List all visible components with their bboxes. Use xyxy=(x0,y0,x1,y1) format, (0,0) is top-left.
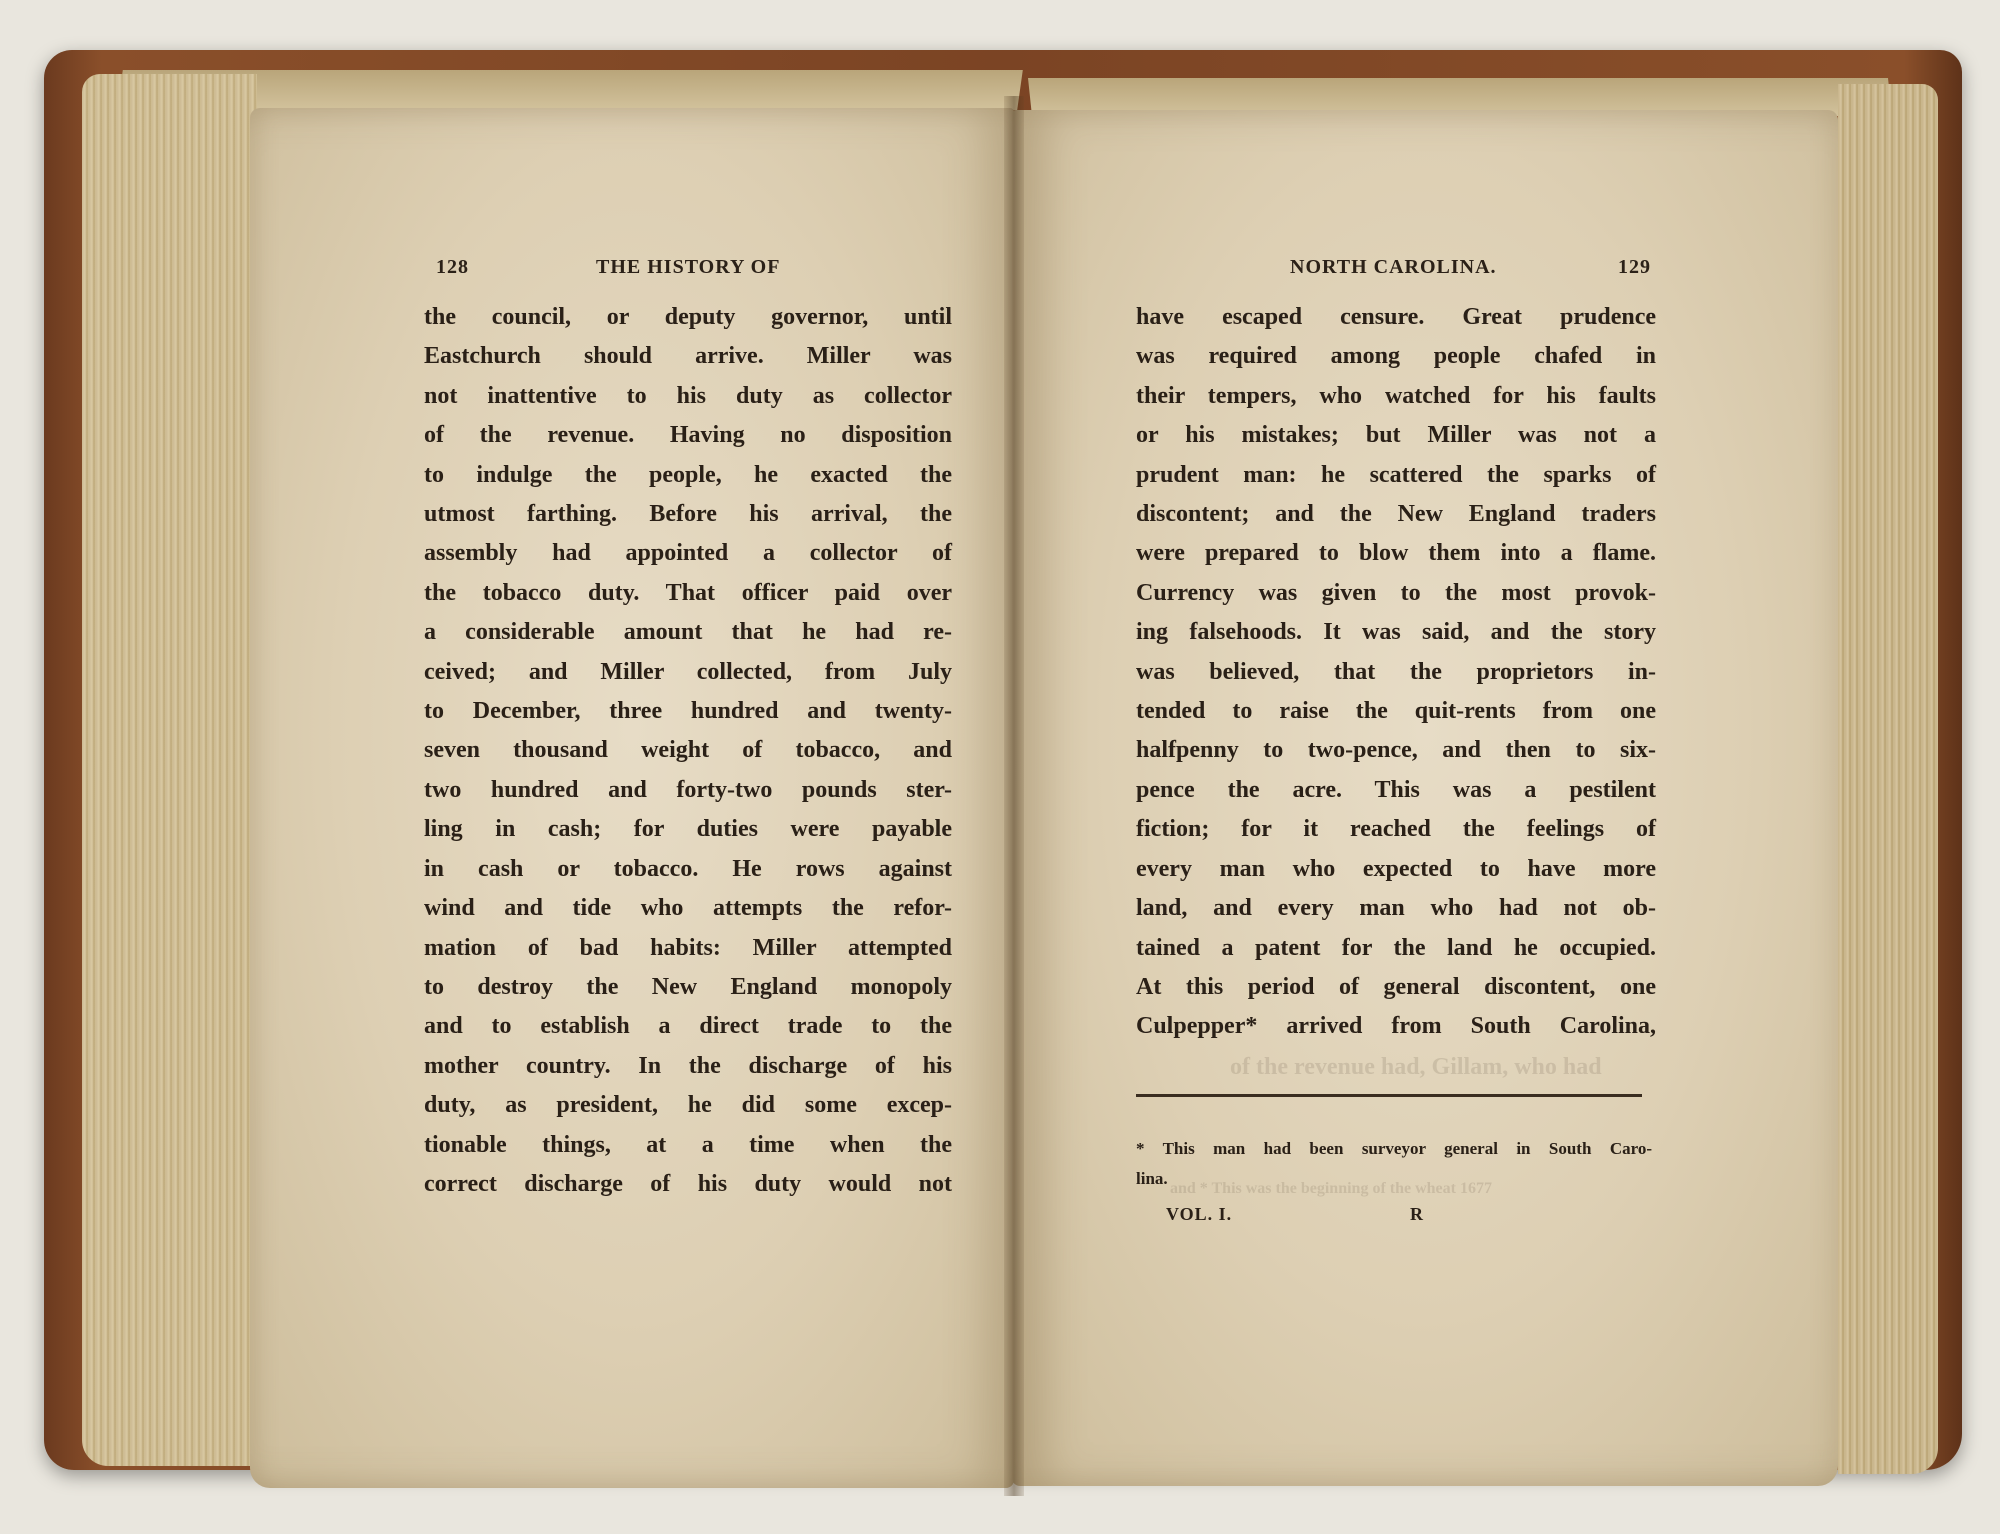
text-line: was required among people chafed in xyxy=(1136,343,1656,370)
footnote-rule xyxy=(1136,1094,1642,1097)
text-line: halfpenny to two-pence, and then to six- xyxy=(1136,737,1656,764)
text-line: ling in cash; for duties were payable xyxy=(424,816,952,843)
text-line: every man who expected to have more xyxy=(1136,855,1656,882)
text-line: to December, three hundred and twenty- xyxy=(424,698,952,725)
text-line: tained a patent for the land he occupied. xyxy=(1136,934,1656,961)
footnote xyxy=(1136,1134,1652,1194)
text-line: mation of bad habits: Miller attempted xyxy=(424,934,952,961)
show-through-footnote: and * This was the beginning of the wheat 1677 xyxy=(1170,1180,1492,1197)
text-line: At this period of general discontent, one xyxy=(1136,973,1656,1000)
text-line: correct discharge of his duty would not xyxy=(424,1170,952,1197)
text-line: was believed, that the proprietors in- xyxy=(1136,658,1656,685)
text-line: to destroy the New England monopoly xyxy=(424,973,952,1000)
left-running-head: THE HISTORY OF xyxy=(596,256,781,278)
text-line: have escaped censure. Great prudence xyxy=(1136,304,1656,330)
volume-signature: VOL. I. xyxy=(1166,1204,1233,1224)
text-line: duty, as president, he did some excep- xyxy=(424,1092,952,1119)
left-body-text xyxy=(424,298,952,1204)
text-line: a considerable amount that he had re- xyxy=(424,619,952,646)
text-line: not inattentive to his duty as collector xyxy=(424,382,952,409)
text-line: their tempers, who watched for his faults xyxy=(1136,382,1656,409)
text-line: ceived; and Miller collected, from July xyxy=(424,658,952,685)
right-running-head: NORTH CAROLINA. xyxy=(1290,256,1497,278)
text-line: Culpepper* arrived from South Carolina, xyxy=(1136,1013,1656,1040)
footnote-line: lina. xyxy=(1136,1169,1168,1188)
text-line: the council, or deputy governor, until xyxy=(424,304,952,330)
text-line: Eastchurch should arrive. Miller was xyxy=(424,343,952,370)
text-line: to indulge the people, he exacted the xyxy=(424,461,952,488)
text-line: the tobacco duty. That officer paid over xyxy=(424,579,952,606)
text-line: assembly had appointed a collector of xyxy=(424,540,952,567)
show-through-text: of the revenue had, Gillam, who had xyxy=(1230,1054,1602,1080)
text-line: wind and tide who attempts the refor- xyxy=(424,895,952,922)
text-line: in cash or tobacco. He rows against xyxy=(424,855,952,882)
text-line: two hundred and forty-two pounds ster- xyxy=(424,776,952,803)
text-line: tended to raise the quit-rents from one xyxy=(1136,698,1656,725)
page-edges-left xyxy=(82,74,257,1466)
text-line: discontent; and the New England traders xyxy=(1136,501,1656,528)
text-line: tionable things, at a time when the xyxy=(424,1131,952,1158)
text-line: Currency was given to the most provok- xyxy=(1136,579,1656,606)
text-line: land, and every man who had not ob- xyxy=(1136,895,1656,922)
text-line: ing falsehoods. It was said, and the story xyxy=(1136,619,1656,646)
text-line: or his mistakes; but Miller was not a xyxy=(1136,422,1656,449)
text-line: of the revenue. Having no disposition xyxy=(424,422,952,449)
text-line: mother country. In the discharge of his xyxy=(424,1052,952,1079)
right-page-number: 129 xyxy=(1618,256,1651,278)
gathering-signature: R xyxy=(1410,1204,1424,1224)
text-line: fiction; for it reached the feelings of xyxy=(1136,816,1656,843)
footnote-line: * This man had been surveyor general in South Caro- xyxy=(1136,1139,1652,1158)
text-line: seven thousand weight of tobacco, and xyxy=(424,737,952,764)
book-gutter xyxy=(1004,96,1024,1496)
text-line: pence the acre. This was a pestilent xyxy=(1136,776,1656,803)
text-line: utmost farthing. Before his arrival, the xyxy=(424,501,952,528)
page-edges-right xyxy=(1838,84,1938,1474)
left-page-number: 128 xyxy=(436,256,469,278)
right-body-text xyxy=(1136,298,1656,1047)
text-line: were prepared to blow them into a flame. xyxy=(1136,540,1656,567)
text-line: and to establish a direct trade to the xyxy=(424,1013,952,1040)
text-line: prudent man: he scattered the sparks of xyxy=(1136,461,1656,488)
